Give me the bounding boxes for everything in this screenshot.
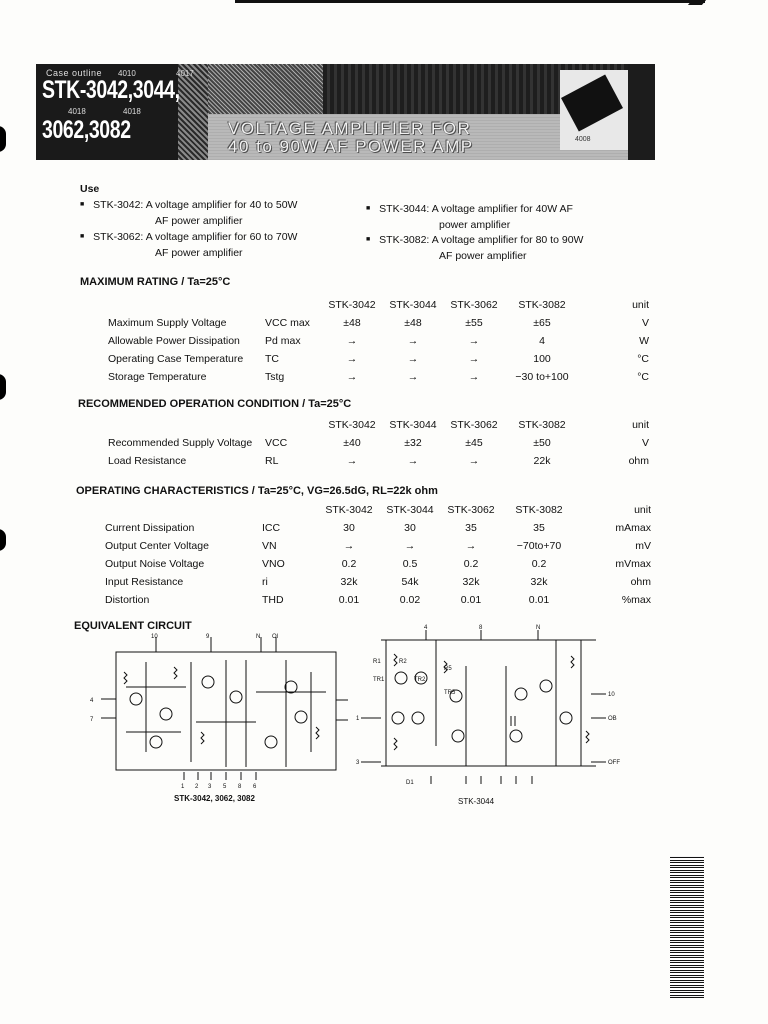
table-cell: STK-3042	[325, 504, 373, 516]
outline-code: 4018	[123, 107, 141, 116]
table-cell: Load Resistance	[108, 455, 187, 467]
table-cell: 4	[539, 335, 545, 347]
max-rating-heading: MAXIMUM RATING / Ta=25°C	[80, 276, 231, 288]
table-row	[105, 573, 651, 591]
table-cell: VN	[262, 540, 277, 552]
table-cell: 22k	[533, 455, 551, 467]
table-row	[105, 555, 651, 573]
table-cell: Operating Case Temperature	[108, 353, 244, 365]
table-cell: 35	[533, 522, 545, 534]
table-cell: STK-3082	[518, 419, 566, 431]
table-row	[108, 350, 649, 368]
table-cell	[265, 416, 321, 434]
table-cell: VNO	[262, 558, 285, 570]
table-cell: 0.2	[531, 558, 547, 570]
table-row	[105, 537, 651, 555]
edge-index-barcode	[670, 856, 704, 998]
table-cell: STK-3044	[386, 504, 434, 516]
table-cell: unit	[632, 419, 649, 431]
use-item-cont: power amplifier	[439, 219, 511, 231]
table-cell: ±40	[343, 437, 361, 449]
table-cell: Input Resistance	[105, 576, 184, 588]
svg-text:1: 1	[356, 716, 360, 722]
table-cell: →	[407, 353, 419, 365]
case-outline-label: Case outline	[46, 68, 103, 78]
table-cell: V	[641, 317, 649, 329]
table-cell: →	[468, 353, 480, 365]
table-cell: mVmax	[615, 558, 651, 570]
use-item: ■ STK-3082: A voltage amplifier for 80 to 90W	[366, 234, 583, 246]
table-cell: °C	[637, 353, 649, 365]
table-row	[108, 314, 649, 332]
svg-text:R1: R1	[373, 659, 381, 665]
circuit-heading: EQUIVALENT CIRCUIT	[74, 620, 192, 632]
table-cell	[265, 296, 321, 314]
table-cell: Maximum Supply Voltage	[108, 317, 227, 329]
table-cell: 35	[465, 522, 477, 534]
circuit-caption-left: STK-3042, 3062, 3082	[174, 794, 255, 803]
use-item: ■ STK-3044: A voltage amplifier for 40W AF	[366, 203, 573, 215]
svg-text:N: N	[256, 634, 261, 640]
table-cell: →	[346, 455, 358, 467]
table-cell: W	[639, 335, 649, 347]
svg-text:4: 4	[424, 625, 428, 631]
svg-text:3: 3	[208, 784, 212, 790]
table-cell: →	[407, 455, 419, 467]
outline-code: 4017	[176, 69, 194, 78]
svg-text:8: 8	[479, 625, 483, 631]
svg-text:Ol: Ol	[272, 634, 278, 640]
svg-text:4: 4	[90, 698, 94, 704]
table-row	[108, 368, 649, 386]
table-header-row	[105, 501, 651, 519]
subtitle-line1: VOLTAGE AMPLIFIER FOR	[228, 119, 472, 138]
table-cell: 32k	[530, 576, 548, 588]
table-cell: VCC max	[265, 317, 310, 329]
binder-hole	[0, 529, 6, 551]
table-cell: 32k	[462, 576, 480, 588]
table-cell: →	[465, 540, 477, 552]
op-char-heading: OPERATING CHARACTERISTICS / Ta=25°C, VG=26.5dG, RL=22k ohm	[76, 485, 438, 497]
svg-text:OB: OB	[608, 716, 617, 722]
circuit-diagram-right	[356, 626, 618, 796]
table-cell: °C	[637, 371, 649, 383]
table-cell: ±32	[404, 437, 422, 449]
table-cell: →	[346, 335, 358, 347]
table-cell: RL	[265, 455, 279, 467]
table-header-row	[108, 416, 649, 434]
table-cell: Allowable Power Dissipation	[108, 335, 240, 347]
use-item-cont: AF power amplifier	[155, 247, 243, 259]
svg-text:R5: R5	[444, 666, 452, 672]
svg-text:TR1: TR1	[373, 677, 385, 683]
table-cell: Current Dissipation	[105, 522, 195, 534]
table-cell: STK-3062	[447, 504, 495, 516]
table-cell	[262, 501, 318, 519]
table-cell: STK-3082	[515, 504, 563, 516]
table-cell: Output Center Voltage	[105, 540, 209, 552]
table-cell: →	[343, 540, 355, 552]
svg-text:3: 3	[356, 760, 360, 766]
use-item-cont: AF power amplifier	[155, 215, 243, 227]
svg-text:TR5: TR5	[444, 690, 456, 696]
table-cell: STK-3062	[450, 299, 498, 311]
table-cell: %max	[621, 594, 651, 606]
table-cell: 54k	[401, 576, 419, 588]
table-cell: 0.01	[528, 594, 550, 606]
binder-hole	[0, 374, 6, 400]
table-cell: →	[346, 353, 358, 365]
table-row	[105, 591, 651, 609]
table-cell: →	[407, 335, 419, 347]
rec-op-table	[108, 416, 649, 470]
use-item: ■ STK-3042: A voltage amplifier for 40 to 50W	[80, 199, 297, 211]
table-cell: →	[404, 540, 416, 552]
table-cell: →	[346, 371, 358, 383]
table-cell: Tstg	[265, 371, 285, 383]
table-cell: ohm	[630, 576, 651, 588]
table-cell: 30	[343, 522, 355, 534]
svg-text:2: 2	[195, 784, 199, 790]
svg-text:7: 7	[90, 717, 94, 723]
table-cell: ICC	[262, 522, 281, 534]
banner-halftone	[208, 64, 323, 114]
table-cell: ohm	[628, 455, 649, 467]
table-cell: Pd max	[265, 335, 301, 347]
table-cell: →	[468, 335, 480, 347]
table-cell: 0.2	[341, 558, 357, 570]
table-cell: Recommended Supply Voltage	[108, 437, 253, 449]
table-cell: mAmax	[615, 522, 651, 534]
table-cell: ri	[262, 576, 268, 588]
use-item: ■ STK-3062: A voltage amplifier for 60 to 70W	[80, 231, 297, 243]
table-cell: ±50	[533, 437, 551, 449]
table-cell: TC	[265, 353, 279, 365]
svg-text:5: 5	[223, 784, 227, 790]
table-cell: STK-3082	[518, 299, 566, 311]
table-cell: unit	[632, 299, 649, 311]
table-cell: 30	[404, 522, 416, 534]
table-cell: Output Noise Voltage	[105, 558, 205, 570]
table-cell: 0.01	[338, 594, 360, 606]
max-rating-table	[108, 296, 649, 386]
table-cell: 0.2	[463, 558, 479, 570]
table-cell	[108, 296, 265, 314]
table-row	[108, 452, 649, 470]
svg-text:9: 9	[206, 634, 210, 640]
svg-text:OFF: OFF	[608, 760, 620, 766]
table-cell: ±48	[343, 317, 361, 329]
table-cell: mV	[635, 540, 651, 552]
table-cell: STK-3042	[328, 299, 376, 311]
part-number-line1: STK-3042,3044,	[42, 76, 180, 104]
subtitle-line2: 40 to 90W AF POWER AMP	[228, 137, 474, 156]
table-cell: −70to+70	[516, 540, 562, 552]
table-header-row	[108, 296, 649, 314]
svg-text:D1: D1	[406, 780, 414, 786]
table-cell: 0.02	[399, 594, 421, 606]
svg-text:R2: R2	[399, 659, 407, 665]
outline-code: 4018	[68, 107, 86, 116]
svg-text:10: 10	[608, 692, 615, 698]
table-cell: Distortion	[105, 594, 150, 606]
table-cell: Storage Temperature	[108, 371, 207, 383]
table-cell: VCC	[265, 437, 288, 449]
circuit-diagram-left	[86, 632, 356, 792]
table-cell: STK-3062	[450, 419, 498, 431]
svg-text:1: 1	[181, 784, 185, 790]
table-cell: →	[468, 455, 480, 467]
binder-hole	[0, 126, 6, 152]
table-cell: ±65	[533, 317, 551, 329]
table-cell: ±48	[404, 317, 422, 329]
table-row	[105, 519, 651, 537]
table-row	[108, 332, 649, 350]
outline-code: 4010	[118, 69, 136, 78]
table-cell: →	[468, 371, 480, 383]
table-cell: 100	[533, 353, 551, 365]
package-code: 4008	[575, 136, 591, 143]
top-rule	[235, 0, 705, 3]
svg-text:N: N	[536, 625, 541, 631]
table-cell: STK-3044	[389, 299, 437, 311]
table-cell: STK-3042	[328, 419, 376, 431]
svg-text:TR2: TR2	[414, 677, 426, 683]
table-row	[108, 434, 649, 452]
op-char-table	[105, 501, 651, 609]
use-heading: Use	[80, 183, 100, 195]
table-cell: →	[407, 371, 419, 383]
table-cell: STK-3044	[389, 419, 437, 431]
table-cell	[105, 501, 262, 519]
top-rule-tick	[688, 0, 706, 5]
table-cell: 0.5	[402, 558, 418, 570]
side-tab	[628, 64, 655, 160]
table-cell: 32k	[340, 576, 358, 588]
table-cell: 0.01	[460, 594, 482, 606]
table-cell: −30 to+100	[515, 371, 569, 383]
table-cell: unit	[634, 504, 651, 516]
part-number-line2: 3062,3082	[42, 116, 131, 144]
svg-text:10: 10	[151, 634, 158, 640]
table-cell: THD	[262, 594, 284, 606]
use-item-cont: AF power amplifier	[439, 250, 527, 262]
rec-op-heading: RECOMMENDED OPERATION CONDITION / Ta=25°C	[78, 398, 352, 410]
table-cell: V	[641, 437, 649, 449]
svg-text:8: 8	[238, 784, 242, 790]
table-cell	[108, 416, 265, 434]
svg-text:6: 6	[253, 784, 257, 790]
circuit-caption-right: STK-3044	[458, 797, 495, 806]
table-cell: ±45	[465, 437, 483, 449]
table-cell: ±55	[465, 317, 483, 329]
